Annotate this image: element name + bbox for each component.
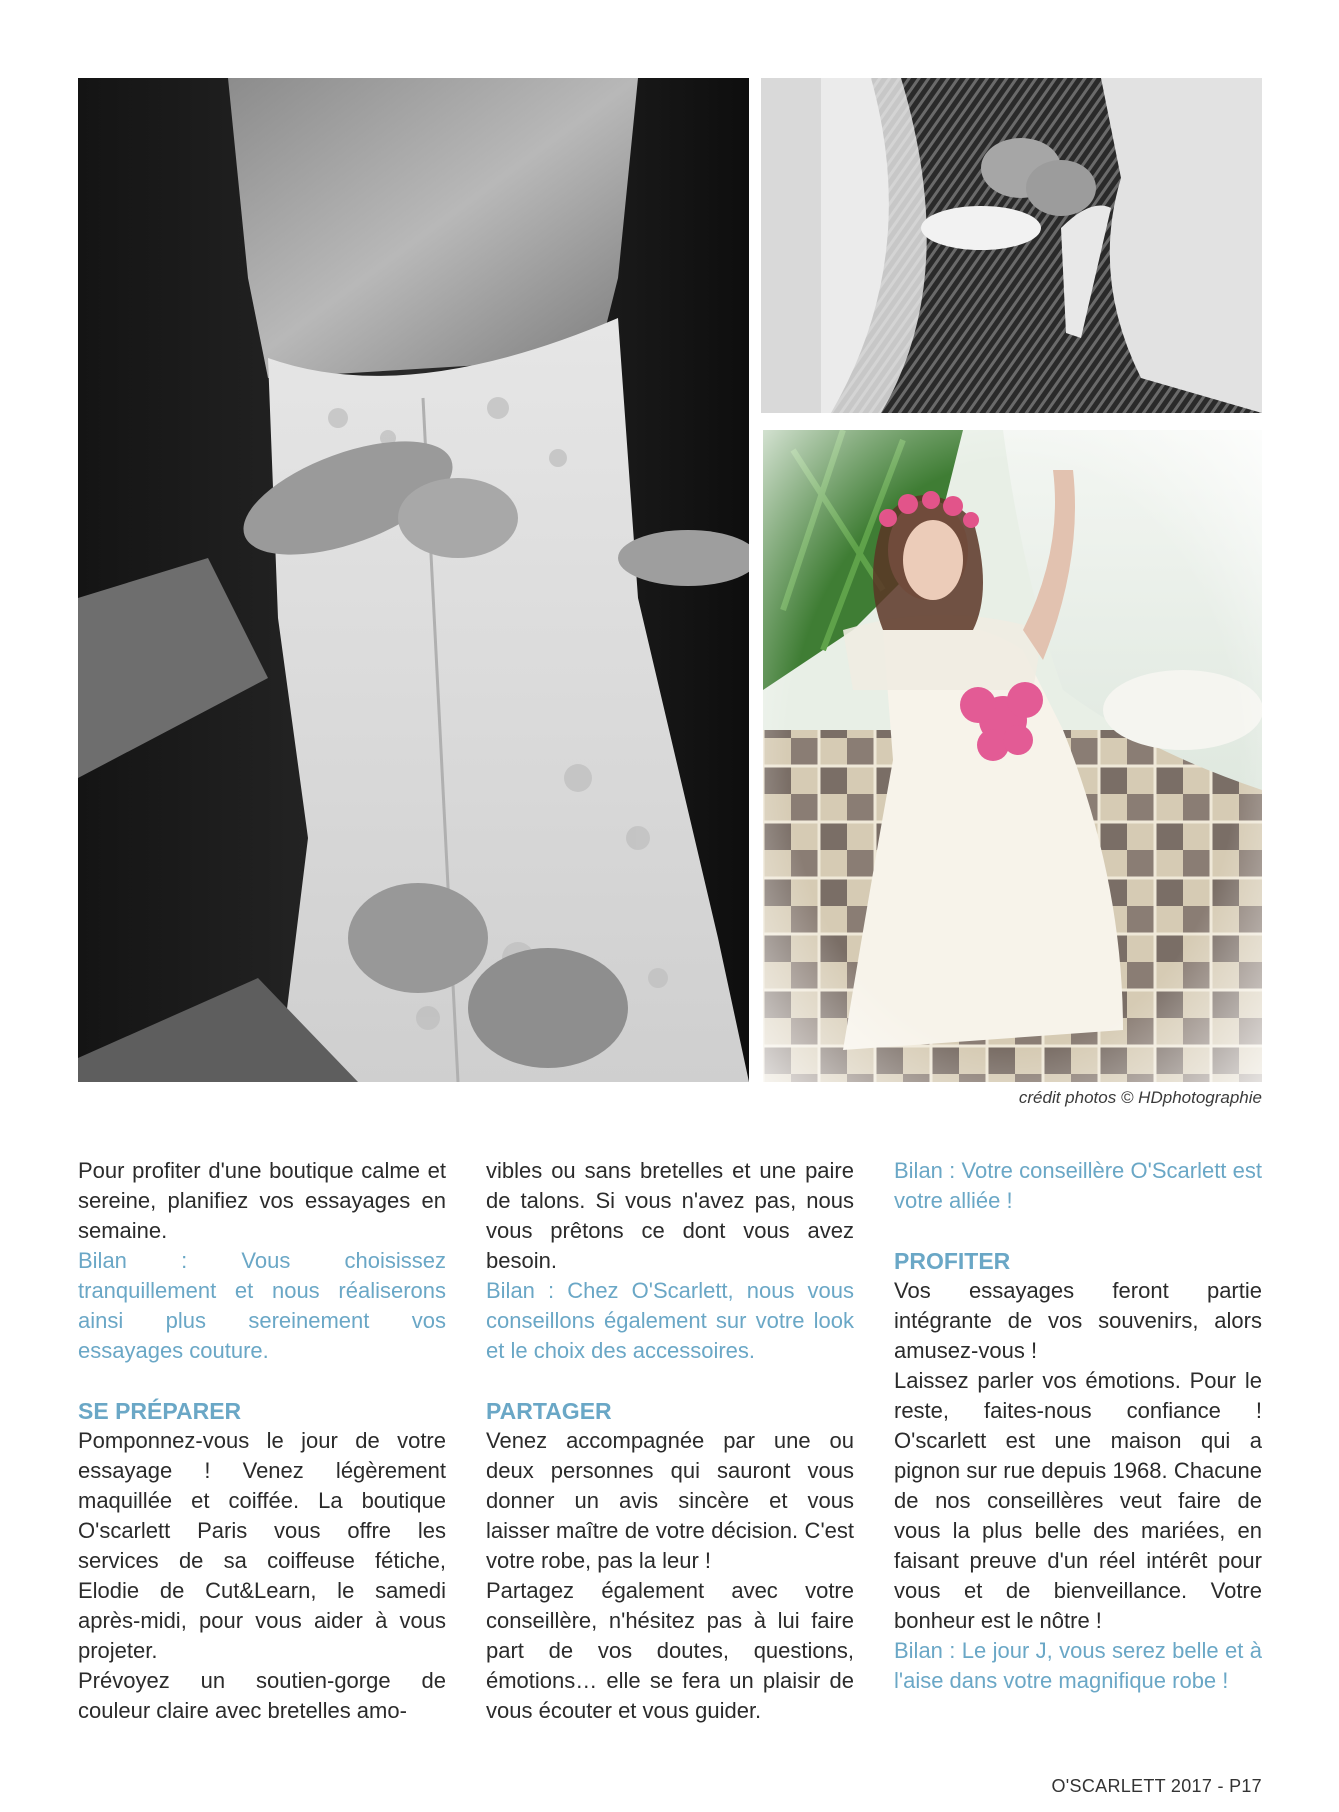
page-footer: O'SCARLETT 2017 - P17 <box>1051 1776 1262 1796</box>
paragraph: Laissez parler vos émotions. Pour le reste, faites-nous confiance ! O'scarlett est une maison qui a pignon sur rue depuis 1968. Chacune de nos conseillères veut faire de vous la plus belle des mariées, en faisant preuve d'un réel intérêt pour vous et de bienveillance. Votre bonheur est le nôtre ! <box>894 1368 1262 1633</box>
text-column-3 <box>894 1156 1262 1696</box>
paragraph: Pomponnez-vous le jour de votre essayage ! Venez légèrement maquillée et coiffée. La boutique O'scarlett Paris vous offre les services de sa coiffeuse fétiche, Elodie de Cut&Learn, le samedi après-midi, pour vous aider à vous projeter. <box>78 1428 446 1663</box>
section-heading-profiter: PROFITER <box>894 1248 1011 1274</box>
paragraph: Prévoyez un soutien-gorge de couleur claire avec bretelles amo- <box>78 1668 446 1723</box>
text-column-1 <box>78 1156 446 1726</box>
bilan-text: Bilan : Votre conseillère O'Scarlett est votre alliée ! <box>894 1158 1262 1213</box>
photo-bride <box>763 430 1262 1082</box>
paragraph: vibles ou sans bretelles et une paire de talons. Si vous n'avez pas, nous vous prêtons ce dont vous avez besoin. <box>486 1158 854 1273</box>
photo-dress-lacing <box>78 78 749 1082</box>
section-heading-se-preparer: SE PRÉPARER <box>78 1398 242 1424</box>
bilan-text: Bilan : Le jour J, vous serez belle et à l'aise dans votre magnifique robe ! <box>894 1638 1262 1693</box>
text-column-2 <box>486 1156 854 1726</box>
paragraph: Venez accompagnée par une ou deux personnes qui sauront vous donner un avis sincère et vous laisser maître de votre décision. C'est votre robe, pas la leur ! <box>486 1428 854 1573</box>
paragraph: Vos essayages feront partie intégrante de vos souvenirs, alors amusez-vous ! <box>894 1278 1262 1363</box>
photo-shoes <box>761 78 1262 413</box>
photo-credit: crédit photos © HDphotographie <box>1018 1088 1262 1107</box>
paragraph: Partagez également avec votre conseillère, n'hésitez pas à lui faire part de vos doutes, questions, émotions… elle se fera un plaisir de vous écouter et vous guider. <box>486 1578 854 1723</box>
section-heading-partager: PARTAGER <box>486 1398 612 1424</box>
bilan-text: Bilan : Chez O'Scarlett, nous vous conseillons également sur votre look et le choix des accessoires. <box>486 1278 854 1363</box>
paragraph: Pour profiter d'une boutique calme et sereine, planifiez vos essayages en semaine. <box>78 1158 446 1243</box>
bilan-text: Bilan : Vous choisissez tranquillement et nous réaliserons ainsi plus sereinement vos essayages couture. <box>78 1248 446 1363</box>
